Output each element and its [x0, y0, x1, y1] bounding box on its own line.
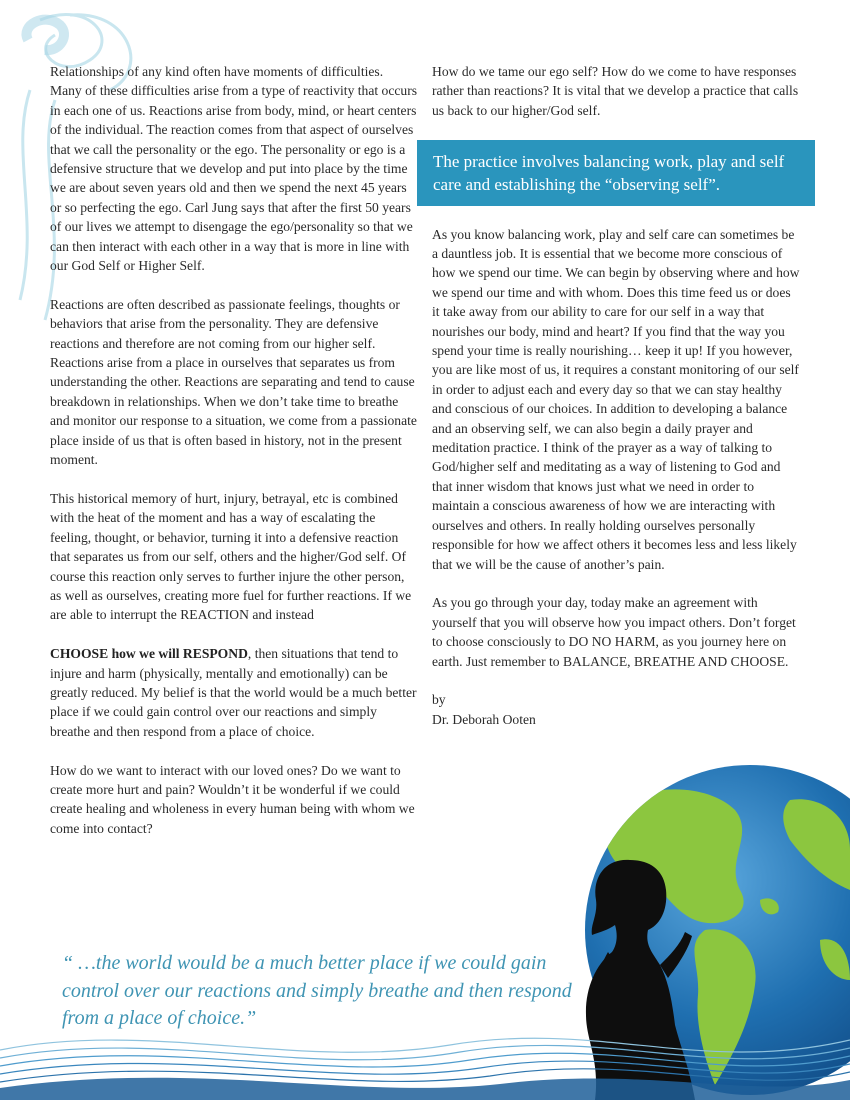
emphasis-text: CHOOSE how we will RESPOND — [50, 646, 248, 662]
paragraph: As you go through your day, today make an agreement with yourself that you will observe how you impact others. Don’t forget to choose consciously to DO NO HARM, as you journey here on earth. Just remember to BALANCE, BREATHE AND CHOOSE. — [432, 595, 796, 669]
paragraph: How do we tame our ego self? How do we come to have responses rather than reactions? It is vital that we develop a practice that calls us back to our higher/God self. — [432, 64, 799, 118]
pull-quote: “ …the world would be a much better place if we could gain control over our reactions and simply breathe and then respond from a place of choice.” — [62, 952, 572, 1029]
byline-author: Dr. Deborah Ooten — [432, 711, 536, 727]
paragraph: How do we want to interact with our loved ones? Do we want to create more hurt and pain? Wouldn’t it be wonderful if we could create healing and wholeness in every human being with whom we come into contact? — [50, 762, 415, 836]
byline — [432, 690, 800, 729]
paragraph — [50, 644, 418, 741]
callout-box: The practice involves balancing work, play and self care and establishing the “observing self”. — [417, 140, 815, 206]
paragraph: This historical memory of hurt, injury, betrayal, etc is combined with the heat of the moment and has a way of escalating the feeling, thought, or behavior, turning it into a defensive reaction that separates us from our self, others and the higher/God self. Of course this reaction only serves to further injure the other person, as well as ourselves, creating more fuel for further reactions. If we are able to interrupt the REACTION and instead — [50, 490, 412, 623]
paragraph: Reactions are often described as passionate feelings, thoughts or behaviors that arise from the personality. They are defensive reactions and therefore are not coming from our higher self. Reactions arise from a place in ourselves that separates us from understanding the other. Reactions are separating and tend to cause breakdown in relationships. When we don’t take time to breathe and monitor our response to a situation, we come from a passionate place inside of us that is often based in history, not in the present moment. — [50, 296, 417, 468]
paragraph-text: , then situations that tend to injure and harm (physically, mentally and emotionally) can be greatly reduced. My belief is that the world would be a much better place if we could gain control over our reactions and simply breathe and then respond from a place of choice. — [50, 646, 417, 739]
paragraph: Relationships of any kind often have moments of difficulties. Many of these difficulties arise from a type of reactivity that occurs in each one of us. Reactions arise from body, mind, or heart centers of the individual. The reaction comes from that aspect of ourselves that we call the personality or the ego. The personality or ego is a defensive structure that we develop and put into place by the time we are about seven years old and then we spend the next 45 years or so perfecting the ego. Carl Jung says that after the first 50 years of our lives we attempt to disengage the ego/personality so that we can then interact with each other in a way that is more in line with our God Self or Higher Self. — [50, 64, 418, 274]
byline-by: by — [432, 692, 446, 708]
right-column — [432, 62, 800, 729]
paragraph: As you know balancing work, play and self care can sometimes be a dauntless job. It is essential that we become more conscious of how we spend our time. We can begin by observing where and how we spend our time and with whom. Does this time feed us or does it take away from our ability to care for our self in a way that nourishes our body, mind and heart? If you find that the way you spend your time is really nourishing… keep it up! If you however, you are like most of us, it requires a constant monitoring of our self in order to adjust each and every day so that we can stay healthy and conscious of our choices. In addition to developing a balance and an observing self, we can also begin a daily prayer and meditation practice. I think of the prayer as a way of talking to God/higher self and meditating as a way of listening to God and that inner wisdom that knows just what we need in order to maintain a conscious awareness of how we are interacting with ourselves and others. In really holding ourselves personally responsible for how we affect others it becomes less and less likely that we will be the cause of another’s pain. — [432, 226, 800, 572]
left-column — [50, 62, 418, 858]
